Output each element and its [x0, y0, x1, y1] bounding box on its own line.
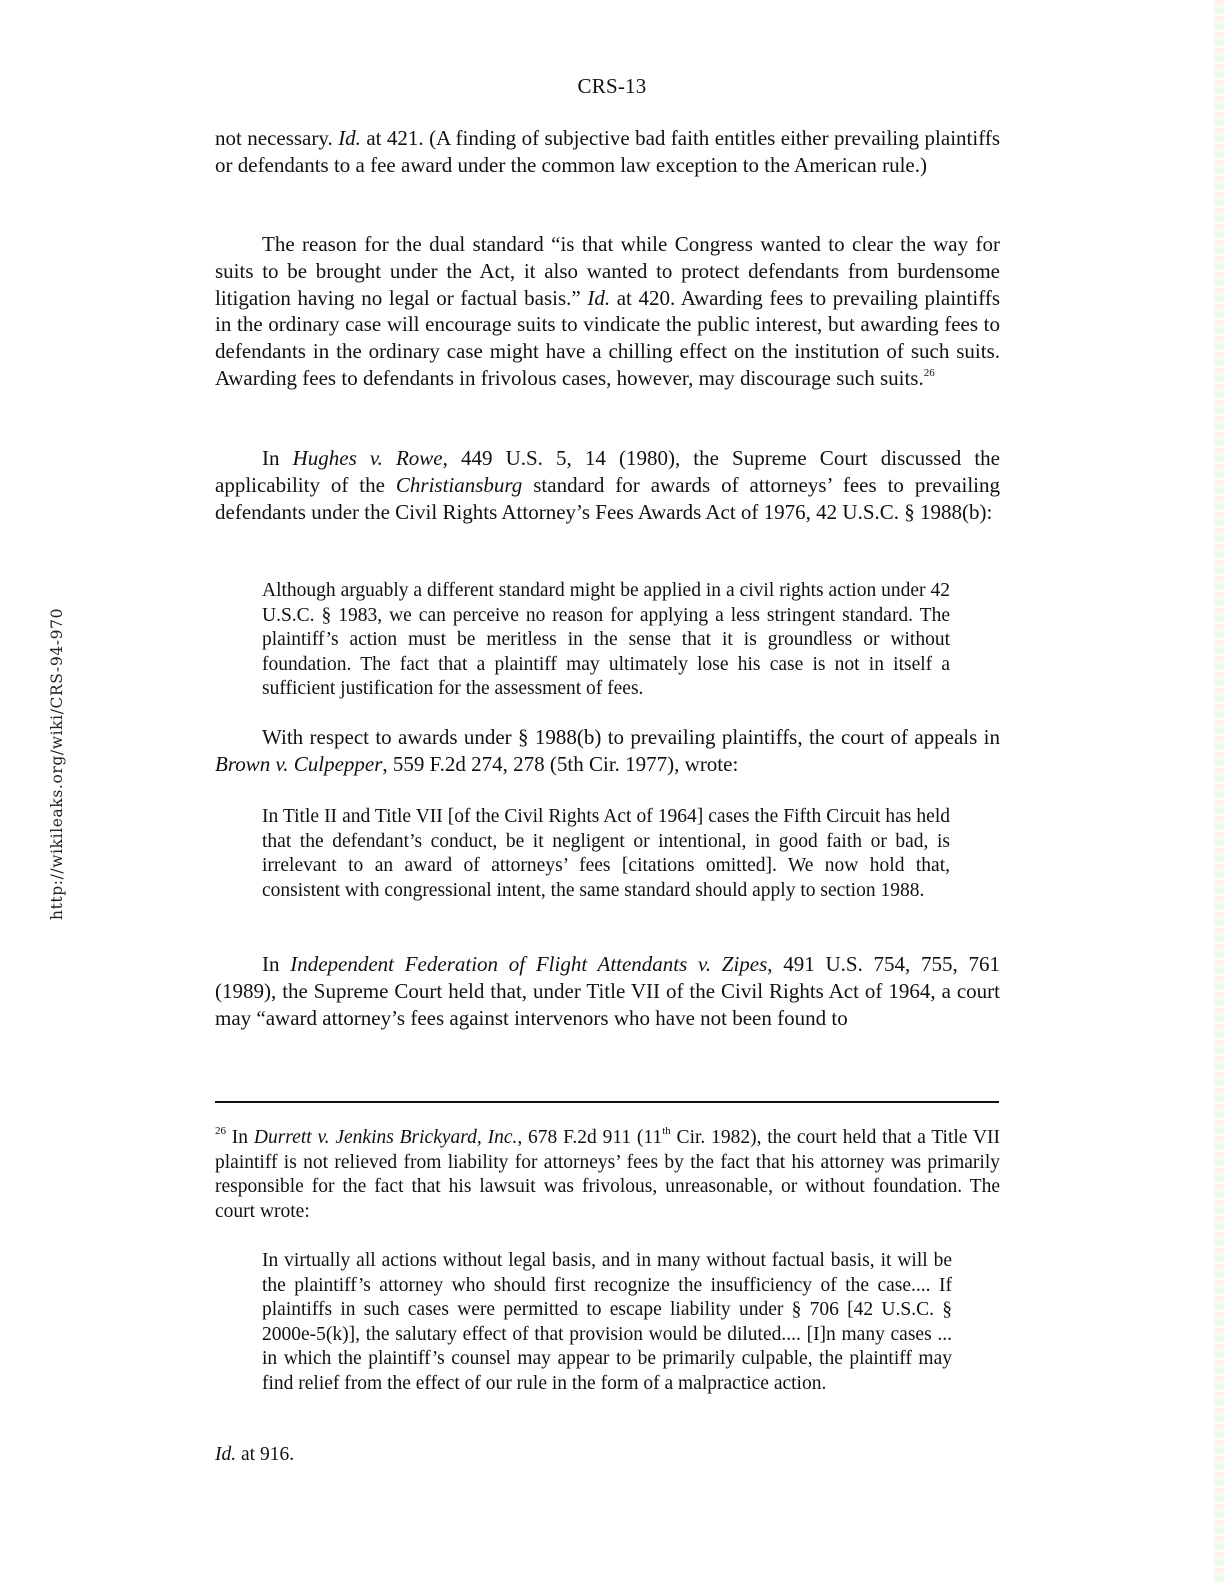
- case-name: Christiansburg: [395, 472, 523, 497]
- side-watermark-url: http://wikileaks.org/wiki/CRS-94-970: [48, 607, 66, 920]
- text: , 678 F.2d 911 (11: [517, 1127, 663, 1148]
- citation-id: Id.: [587, 285, 611, 310]
- text: , 559 F.2d 274, 278 (5th Cir. 1977), wrote:: [382, 751, 739, 776]
- footnote-26: [215, 1126, 1000, 1224]
- page-header: CRS-13: [577, 74, 647, 98]
- footnote-block-quote: In virtually all actions without legal basis, and in many without factual basis, it will be the plaintiff’s attorney who should first recognize the insufficiency of the case.... If plaintiffs in such cases were permitted to escape liability under § 706 [42 U.S.C. § 2000e-5(k)], the salutary effect of that provision would be diluted.... [I]n many cases ... in which the plaintiff’s counsel may appear to be primarily culpable, the plaintiff may find relief from the effect of our rule in the form of a malpractice action.: [262, 1250, 952, 1394]
- scan-edge-artifact: [1214, 0, 1224, 1584]
- footnote-reference[interactable]: 26: [923, 366, 935, 379]
- text: at 420. Awarding fees to prevailing plaintiffs in the ordinary case will encourage suits to vindicate the public interest, but awarding fees to defendants in the ordinary case might have a chilling effect on the institution of such suits. Awarding fees to defendants in frivolous cases, however, may discourage such suits.: [215, 285, 1000, 390]
- paragraph-1: [215, 125, 1000, 179]
- paragraph-3: [215, 445, 1000, 525]
- ordinal-suffix: th: [662, 1125, 671, 1137]
- block-quote-brown: In Title II and Title VII [of the Civil Rights Act of 1964] cases the Fifth Circuit has held that the defendant’s conduct, be it negligent or intentional, in good faith or bad, is irrelevant to an award of attorneys’ fees [citations omitted]. We now hold that, consistent with congressional intent, the same standard should apply to section 1988.: [262, 806, 950, 901]
- text: With respect to awards under § 1988(b) to prevailing plaintiffs, the court of appeals in: [262, 725, 1000, 749]
- paragraph-2: [215, 231, 1000, 392]
- case-name: Hughes v. Rowe: [292, 446, 443, 470]
- case-name: Brown v. Culpepper: [215, 751, 383, 776]
- paragraph-4: [215, 724, 1000, 778]
- footnote-number: 26: [215, 1125, 226, 1137]
- text: at 916.: [236, 1444, 295, 1465]
- footnote-separator: [215, 1101, 999, 1103]
- citation-id: Id.: [338, 126, 361, 150]
- text: In: [262, 952, 291, 976]
- paragraph-5: [215, 951, 1000, 1031]
- text: at 421. (A finding of subjective bad faith entitles either prevailing plaintiffs or defendants to a fee award under the common law exception to the American rule.): [215, 126, 1000, 177]
- footnote-closing-cite: [215, 1444, 294, 1466]
- text: In: [226, 1127, 254, 1148]
- case-name: Durrett v. Jenkins Brickyard, Inc.: [253, 1127, 518, 1148]
- text: Cir. 1982), the court held that a Title VII plaintiff is not relieved from liability for attorneys’ fees by the fact that his attorney was primarily responsible for the fact that his lawsuit was frivolous, unreasonable, or without foundation. The court wrote:: [215, 1127, 1000, 1222]
- text: standard for awards of attorneys’ fees to prevailing defendants under the Civil Rights Attorney’s Fees Awards Act of 1976, 42 U.S.C. § 1988(b):: [215, 472, 1000, 524]
- text: The reason for the dual standard “is that while Congress wanted to clear the way for suits to be brought under the Act, it also wanted to protect defendants from burdensome litigation having no legal or factual basis.”: [215, 232, 1000, 310]
- citation-id: Id.: [215, 1444, 237, 1465]
- text: , 449 U.S. 5, 14 (1980), the Supreme Court discussed the applicability of the: [215, 446, 1000, 497]
- case-name: Independent Federation of Flight Attendants v. Zipes: [290, 952, 768, 976]
- text: not necessary.: [215, 126, 339, 150]
- text: In: [262, 446, 293, 470]
- block-quote-hughes: Although arguably a different standard might be applied in a civil rights action under 42 U.S.C. § 1983, we can perceive no reason for applying a less stringent standard. The plaintiff’s action must be meritless in the sense that it is groundless or without foundation. The fact that a plaintiff may ultimately lose his case is not in itself a sufficient justification for the assessment of fees.: [262, 580, 950, 699]
- text: , 491 U.S. 754, 755, 761 (1989), the Supreme Court held that, under Title VII of the Civil Rights Act of 1964, a court may “award attorney’s fees against intervenors who have not been found to: [215, 952, 1000, 1030]
